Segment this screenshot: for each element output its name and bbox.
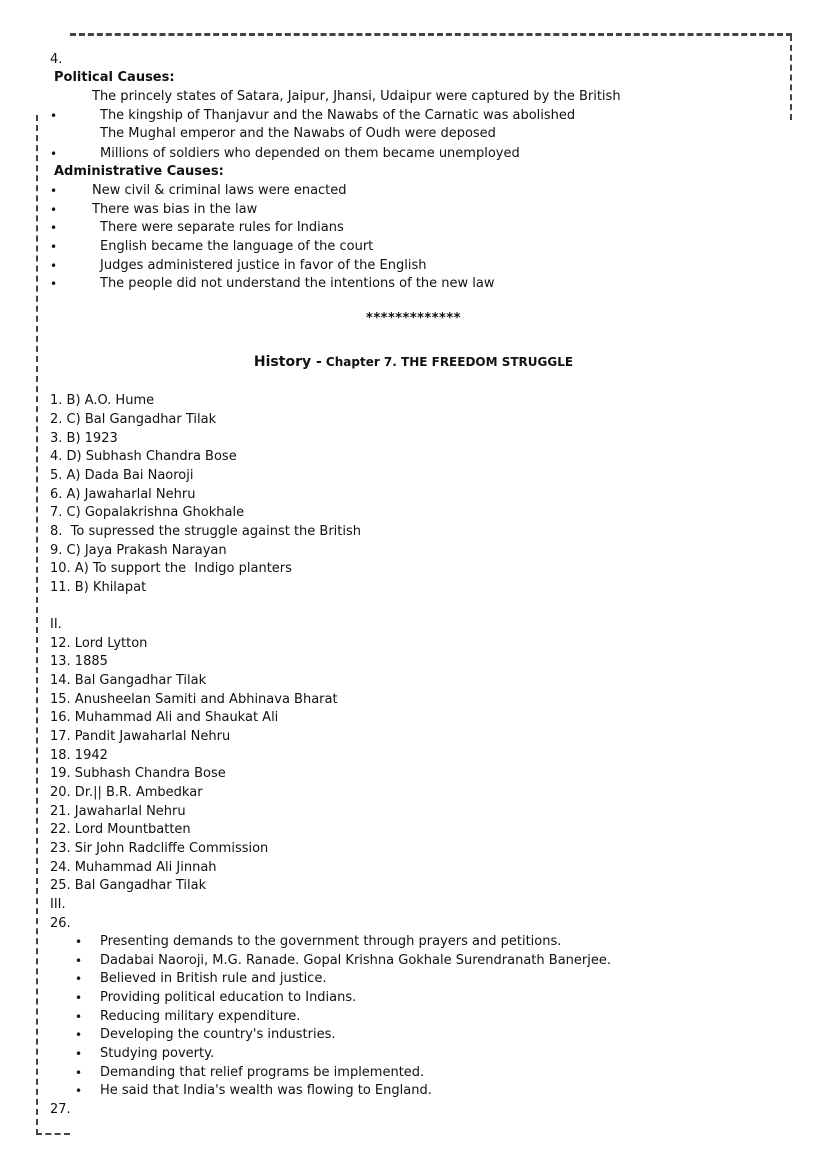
bullet-icon: • — [50, 277, 58, 291]
page-border-top — [70, 33, 792, 36]
page-border-right — [790, 35, 792, 120]
bullet-icon: • — [75, 1028, 83, 1042]
bullet-icon: • — [75, 1010, 83, 1024]
bullet-icon: • — [75, 935, 83, 949]
answer-item: 22. Lord Mountbatten — [50, 822, 191, 837]
administrative-item: The people did not understand the intentions of the new law — [100, 276, 495, 291]
answer-item: 25. Bal Gangadhar Tilak — [50, 878, 207, 893]
answer-item: 17. Pandit Jawaharlal Nehru — [50, 729, 231, 744]
political-item: Millions of soldiers who depended on them became unemployed — [100, 146, 520, 161]
q26-item: Providing political education to Indians. — [100, 990, 357, 1005]
q26-item: Dadabai Naoroji, M.G. Ranade. Gopal Krishna Gokhale Surendranath Banerjee. — [100, 953, 611, 968]
bullet-icon: • — [50, 259, 58, 273]
bullet-icon: • — [50, 184, 58, 198]
answer-item: 13. 1885 — [50, 654, 108, 669]
answer-item: 10. A) To support the Indigo planters — [50, 561, 292, 576]
administrative-item: English became the language of the court — [100, 239, 374, 254]
answer-item: 3. B) 1923 — [50, 431, 118, 446]
separator: ************* — [366, 311, 461, 326]
administrative-causes-heading: Administrative Causes: — [54, 164, 224, 179]
bullet-icon: • — [75, 1084, 83, 1098]
answer-item: 16. Muhammad Ali and Shaukat Ali — [50, 710, 279, 725]
bullet-icon: • — [75, 954, 83, 968]
answer-item: 24. Muhammad Ali Jinnah — [50, 860, 217, 875]
answer-item: 23. Sir John Radcliffe Commission — [50, 841, 269, 856]
q26-item: Developing the country's industries. — [100, 1027, 336, 1042]
q26-item: Reducing military expenditure. — [100, 1009, 301, 1024]
bullet-icon: • — [50, 147, 58, 161]
q26-item: Believed in British rule and justice. — [100, 971, 327, 986]
answer-item: 14. Bal Gangadhar Tilak — [50, 673, 207, 688]
subject-label: History - — [253, 354, 322, 370]
bullet-icon: • — [75, 1066, 83, 1080]
q26-item: Presenting demands to the government through prayers and petitions. — [100, 934, 562, 949]
bullet-icon: • — [50, 203, 58, 217]
answer-item: 8. To supressed the struggle against the British — [50, 524, 362, 539]
question-number: 27. — [50, 1102, 71, 1117]
bullet-icon: • — [75, 991, 83, 1005]
answer-item: 5. A) Dada Bai Naoroji — [50, 468, 194, 483]
part2-heading: II. — [50, 617, 62, 632]
answer-item: 19. Subhash Chandra Bose — [50, 766, 226, 781]
political-item: The princely states of Satara, Jaipur, Jhansi, Udaipur were captured by the British — [92, 89, 621, 104]
administrative-item: Judges administered justice in favor of the English — [100, 258, 427, 273]
administrative-item: New civil & criminal laws were enacted — [92, 183, 347, 198]
bullet-icon: • — [50, 109, 58, 123]
page-border-left — [36, 115, 38, 1135]
answer-item: 20. Dr.|| B.R. Ambedkar — [50, 785, 203, 800]
answer-item: 15. Anusheelan Samiti and Abhinava Bharat — [50, 692, 338, 707]
chapter-label: Chapter 7. THE FREEDOM STRUGGLE — [325, 355, 574, 369]
answer-item: 6. A) Jawaharlal Nehru — [50, 487, 196, 502]
answer-item: 12. Lord Lytton — [50, 636, 148, 651]
section-number: 4. — [50, 52, 63, 67]
part3-heading: III. — [50, 897, 66, 912]
answer-item: 9. C) Jaya Prakash Narayan — [50, 543, 227, 558]
answer-item: 11. B) Khilapat — [50, 580, 147, 595]
bullet-icon: • — [50, 221, 58, 235]
answer-item: 18. 1942 — [50, 748, 108, 763]
answer-item: 1. B) A.O. Hume — [50, 393, 155, 408]
q26-item: Studying poverty. — [100, 1046, 215, 1061]
q26-item: Demanding that relief programs be implemented. — [100, 1065, 425, 1080]
answer-item: 4. D) Subhash Chandra Bose — [50, 449, 237, 464]
page-border-bottom — [36, 1133, 70, 1135]
bullet-icon: • — [75, 972, 83, 986]
answer-item: 2. C) Bal Gangadhar Tilak — [50, 412, 217, 427]
answer-item: 7. C) Gopalakrishna Ghokhale — [50, 505, 245, 520]
q26-item: He said that India's wealth was flowing to England. — [100, 1083, 432, 1098]
administrative-item: There were separate rules for Indians — [100, 220, 344, 235]
answer-item: 21. Jawaharlal Nehru — [50, 804, 186, 819]
political-causes-heading: Political Causes: — [54, 70, 175, 85]
bullet-icon: • — [50, 240, 58, 254]
political-item: The Mughal emperor and the Nawabs of Oudh were deposed — [100, 126, 496, 141]
question-number: 26. — [50, 916, 71, 931]
administrative-item: There was bias in the law — [92, 202, 258, 217]
bullet-icon: • — [75, 1047, 83, 1061]
political-item: The kingship of Thanjavur and the Nawabs of the Carnatic was abolished — [100, 108, 576, 123]
chapter-title — [0, 354, 827, 370]
